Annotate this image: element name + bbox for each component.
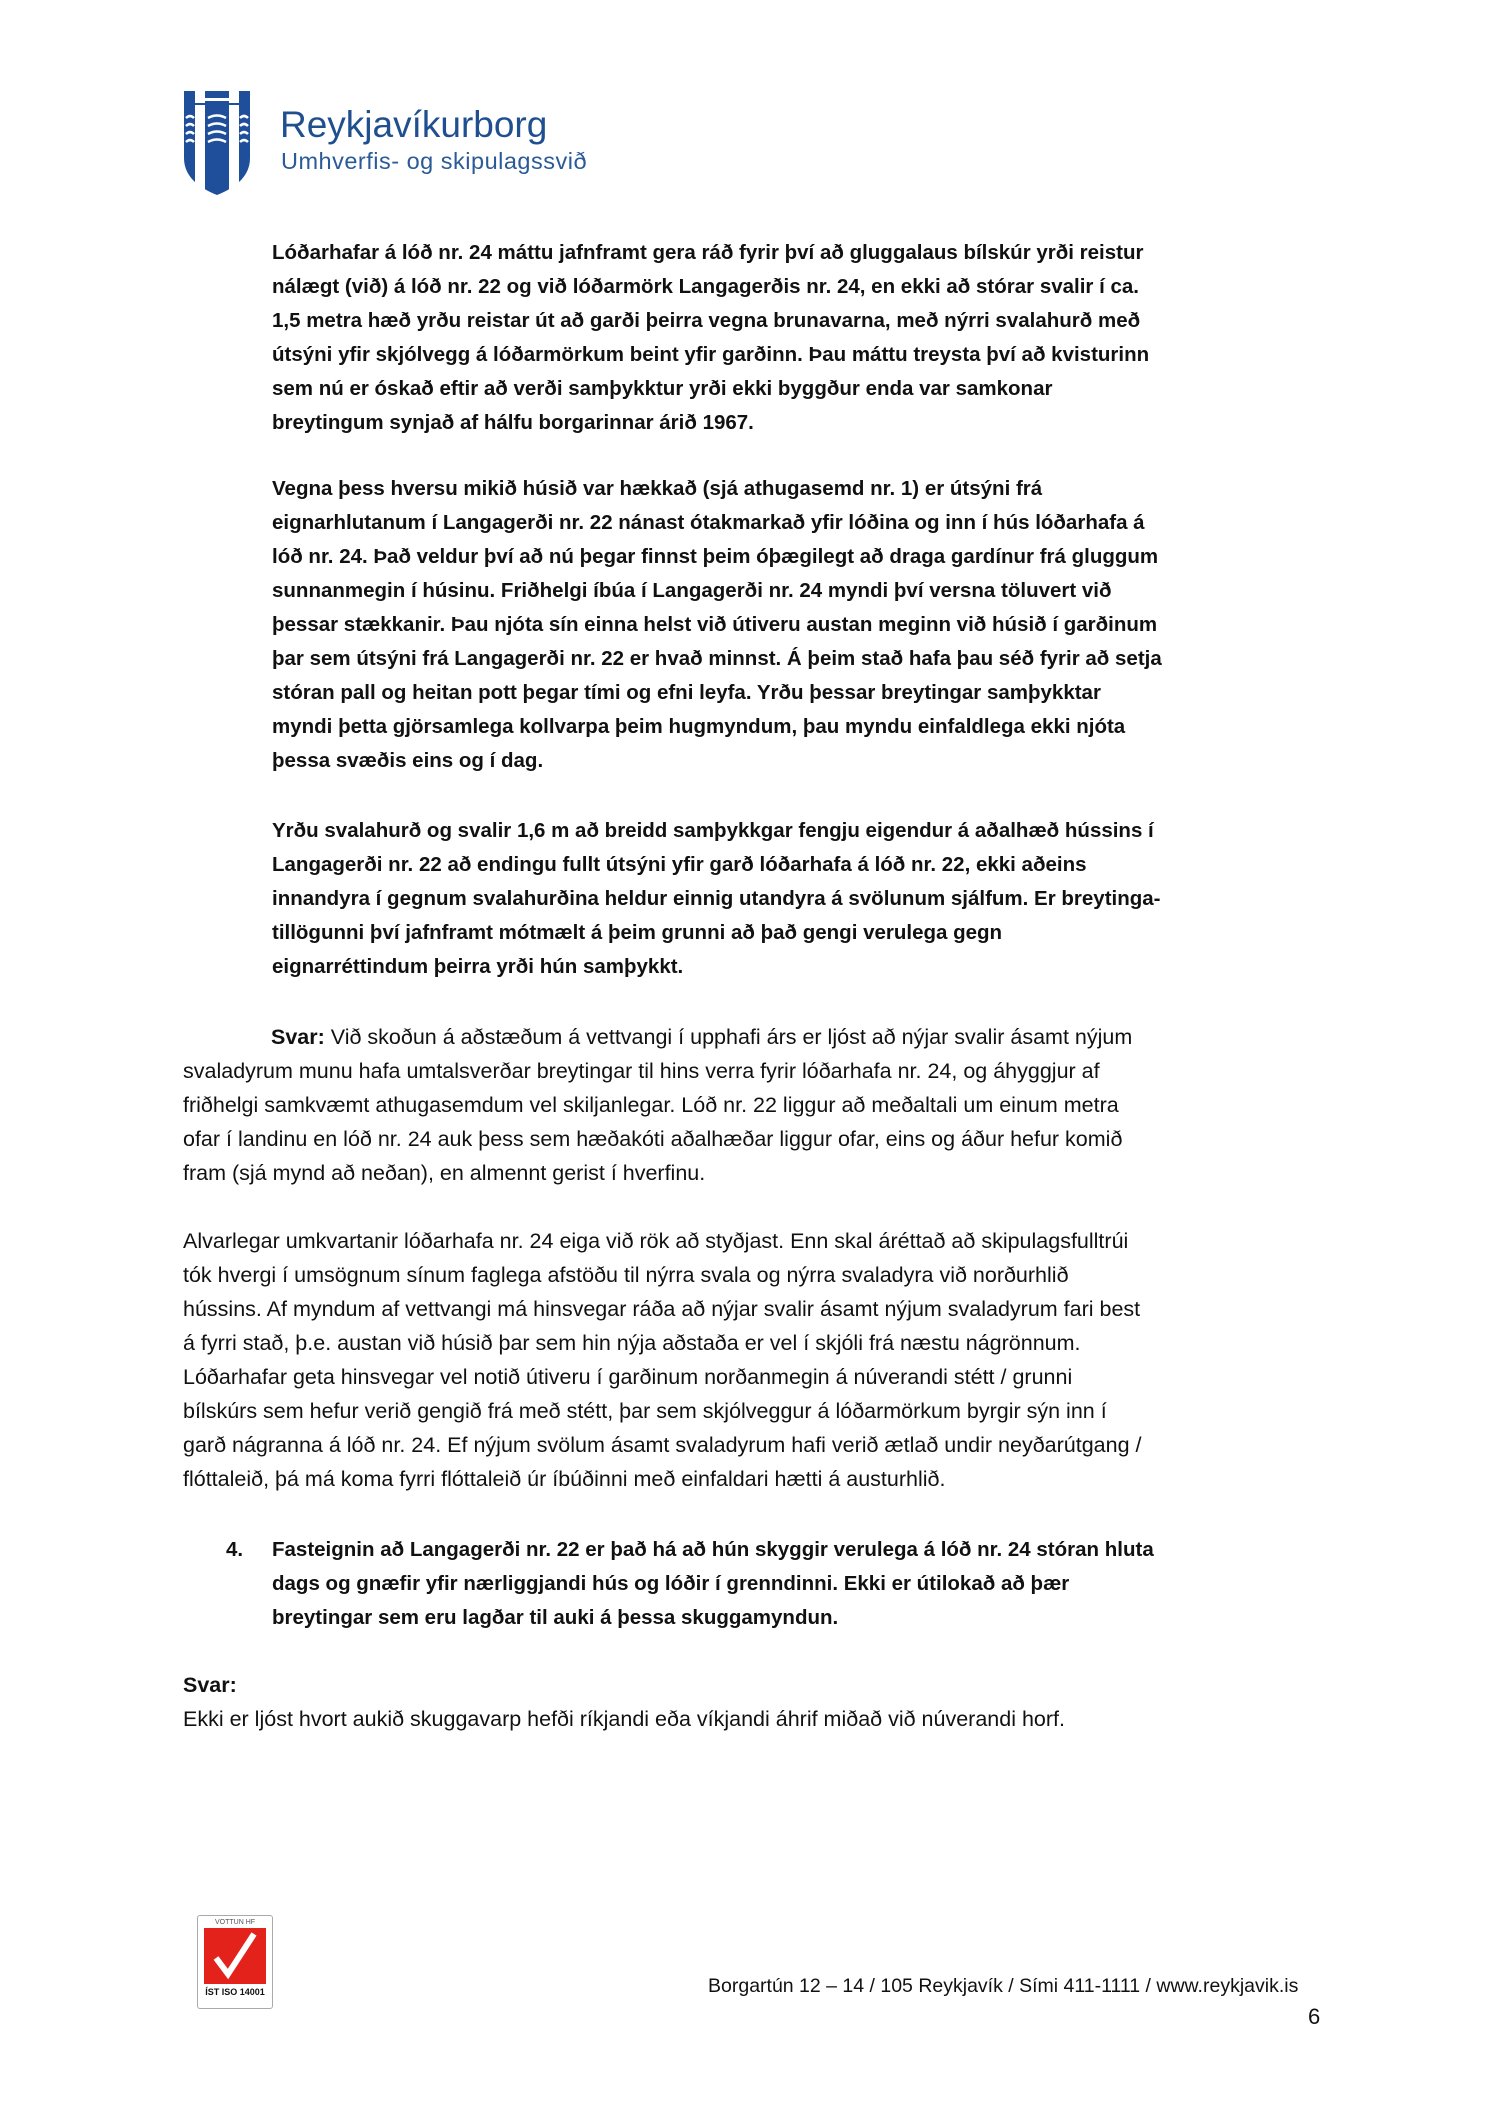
- text-line: hússins. Af myndum af vettvangi má hinsvegar ráða að nýjar svalir ásamt nýjum svaladyrum fari best: [183, 1297, 1141, 1321]
- text-line: stóran pall og heitan pott þegar tími og efni leyfa. Yrðu þessar breytingar samþykktar: [272, 681, 1101, 704]
- text-line: lóð nr. 24. Það veldur því að nú þegar finnst þeim óþægilegt að draga gardínur frá gluggum: [272, 545, 1159, 568]
- text-line: bílskúrs sem hefur verið gengið frá með stétt, þar sem skjólveggur á lóðarmörkum byrgir sýn inn í: [183, 1399, 1107, 1423]
- checkmark-icon: [204, 1928, 266, 1984]
- answer-label: Svar:: [183, 1673, 237, 1697]
- text-line: myndi þetta gjörsamlega kollvarpa þeim hugmyndum, þau myndu einfaldlega ekki njóta: [272, 715, 1126, 738]
- text-line: sunnanmegin í húsinu. Friðhelgi íbúa í Langagerði nr. 24 myndi því versna töluvert við: [272, 579, 1112, 602]
- text-line: Fasteignin að Langagerði nr. 22 er það há að hún skyggir verulega á lóð nr. 24 stóran hluta: [272, 1538, 1154, 1561]
- text-line: nálægt (við) á lóð nr. 22 og við lóðarmörk Langagerðis nr. 24, en ekki að stórar svalir í ca.: [272, 275, 1139, 298]
- text-line: Lóðarhafar á lóð nr. 24 máttu jafnframt gera ráð fyrir því að gluggalaus bílskúr yrði reistur: [272, 241, 1144, 264]
- text-line: [183, 1020, 1132, 1054]
- text-line: garð nágranna á lóð nr. 24. Ef nýjum svölum ásamt svaladyrum hafi verið ætlað undir neyðarútgang /: [183, 1433, 1142, 1457]
- cert-bottom-text: ÍST ISO 14001: [205, 1987, 265, 1997]
- answer-paragraph-continued: [183, 1224, 1141, 1496]
- list-item-number: 4.: [226, 1538, 244, 1561]
- text-line: Alvarlegar umkvartanir lóðarhafa nr. 24 eiga við rök að styðjast. Enn skal áréttað að skipulagsfulltrúi: [183, 1229, 1129, 1253]
- text-line: eignarhlutanum í Langagerði nr. 22 nánast ótakmarkað yfir lóðina og inn í hús lóðarhafa á: [272, 511, 1145, 534]
- text-line: breytingar sem eru lagðar til auki á þessa skuggamyndun.: [272, 1606, 839, 1629]
- text-line: ofar í landinu en lóð nr. 24 auk þess sem hæðakóti aðalhæðar liggur ofar, eins og áður hefur komið: [183, 1127, 1123, 1151]
- footer-address: Borgartún 12 – 14 / 105 Reykjavík / Sími 411-1111 / www.reykjavik.is: [708, 1975, 1299, 1997]
- text-line: svaladyrum munu hafa umtalsverðar breytingar til hins verra fyrir lóðarhafa nr. 24, og áhyggjur af: [183, 1059, 1100, 1083]
- text-line: fram (sjá mynd að neðan), en almennt gerist í hverfinu.: [183, 1161, 706, 1185]
- answer-paragraph-3: [183, 1020, 1132, 1190]
- page-number: 6: [1308, 2004, 1321, 2029]
- objection-paragraph-2: [272, 472, 1162, 778]
- objection-paragraph-3: [272, 814, 1161, 984]
- text-line: þessar stækkanir. Þau njóta sín einna helst við útiveru austan meginn við húsið í garðinum: [272, 613, 1158, 636]
- text-line: innandyra í gegnum svalahurðina heldur einnig utandyra á svölunum sjálfum. Er breytinga-: [272, 887, 1161, 910]
- objection-item-4: [272, 1533, 1154, 1635]
- text-line: 1,5 metra hæð yrðu reistar út að garði þeirra vegna brunavarna, með nýrri svalahurð með: [272, 309, 1141, 332]
- text-line: á fyrri stað, þ.e. austan við húsið þar sem hin nýja aðstaða er vel í skjóli frá næstu nágrönnum.: [183, 1331, 1081, 1355]
- answer-label: Svar:: [271, 1025, 325, 1049]
- text-line: tók hvergi í umsögnum sínum faglega afstöðu til nýrra svala og nýrra svaladyra við norðurhlið: [183, 1263, 1069, 1287]
- cert-top-text: VOTTUN HF: [214, 1919, 256, 1926]
- department-name: Umhverfis- og skipulagssvið: [281, 148, 588, 174]
- answer-text: Ekki er ljóst hvort aukið skuggavarp hefði ríkjandi eða víkjandi áhrif miðað við núverandi horf.: [183, 1707, 1065, 1731]
- text-line: þar sem útsýni frá Langagerði nr. 22 er hvað minnst. Á þeim stað hafa þau séð fyrir að setja: [272, 647, 1162, 670]
- text-line: Vegna þess hversu mikið húsið var hækkað (sjá athugasemd nr. 1) er útsýni frá: [272, 477, 1043, 500]
- text-line: Langagerði nr. 22 að endingu fullt útsýni yfir garð lóðarhafa á lóð nr. 22, ekki aðeins: [272, 853, 1087, 876]
- text-line: eignarréttindum þeirra yrði hún samþykkt.: [272, 955, 684, 978]
- text-line: friðhelgi samkvæmt athugasemdum vel skiljanlegar. Lóð nr. 22 liggur að meðaltali um einum metra: [183, 1093, 1119, 1117]
- text-line: tillögunni því jafnframt mótmælt á þeim grunni að það gengi verulega gegn: [272, 921, 1003, 944]
- org-name: Reykjavíkurborg: [280, 104, 548, 145]
- objection-paragraph-1: [272, 236, 1149, 440]
- text-line: Yrðu svalahurð og svalir 1,6 m að breidd samþykkgar fengju eigendur á aðalhæð hússins í: [272, 819, 1154, 842]
- answer-paragraph-4: [183, 1668, 1065, 1736]
- text-line: sem nú er óskað eftir að verði samþykktur yrði ekki byggður enda var samkonar: [272, 377, 1053, 400]
- text-line: flóttaleið, þá má koma fyrri flóttaleið úr íbúðinni með einfaldari hætti á austurhlið.: [183, 1467, 946, 1491]
- text-line: breytingum synjað af hálfu borgarinnar árið 1967.: [272, 411, 754, 434]
- text-line: þessa svæðis eins og í dag.: [272, 749, 544, 772]
- text-line: dags og gnæfir yfir nærliggjandi hús og lóðir í grenndinni. Ekki er útilokað að þær: [272, 1572, 1070, 1595]
- reykjavik-coat-of-arms-logo: [183, 90, 251, 196]
- text-line: útsýni yfir skjólvegg á lóðarmörkum beint yfir garðinn. Þau máttu treysta því að kvisturinn: [272, 343, 1150, 366]
- answer-text: Við skoðun á aðstæðum á vettvangi í upphafi árs er ljóst að nýjar svalir ásamt nýjum: [324, 1025, 1133, 1049]
- iso-certification-logo: [197, 1915, 273, 2009]
- text-line: Lóðarhafar geta hinsvegar vel notið útiveru í garðinum norðanmegin á núverandi stétt / grunni: [183, 1365, 1073, 1389]
